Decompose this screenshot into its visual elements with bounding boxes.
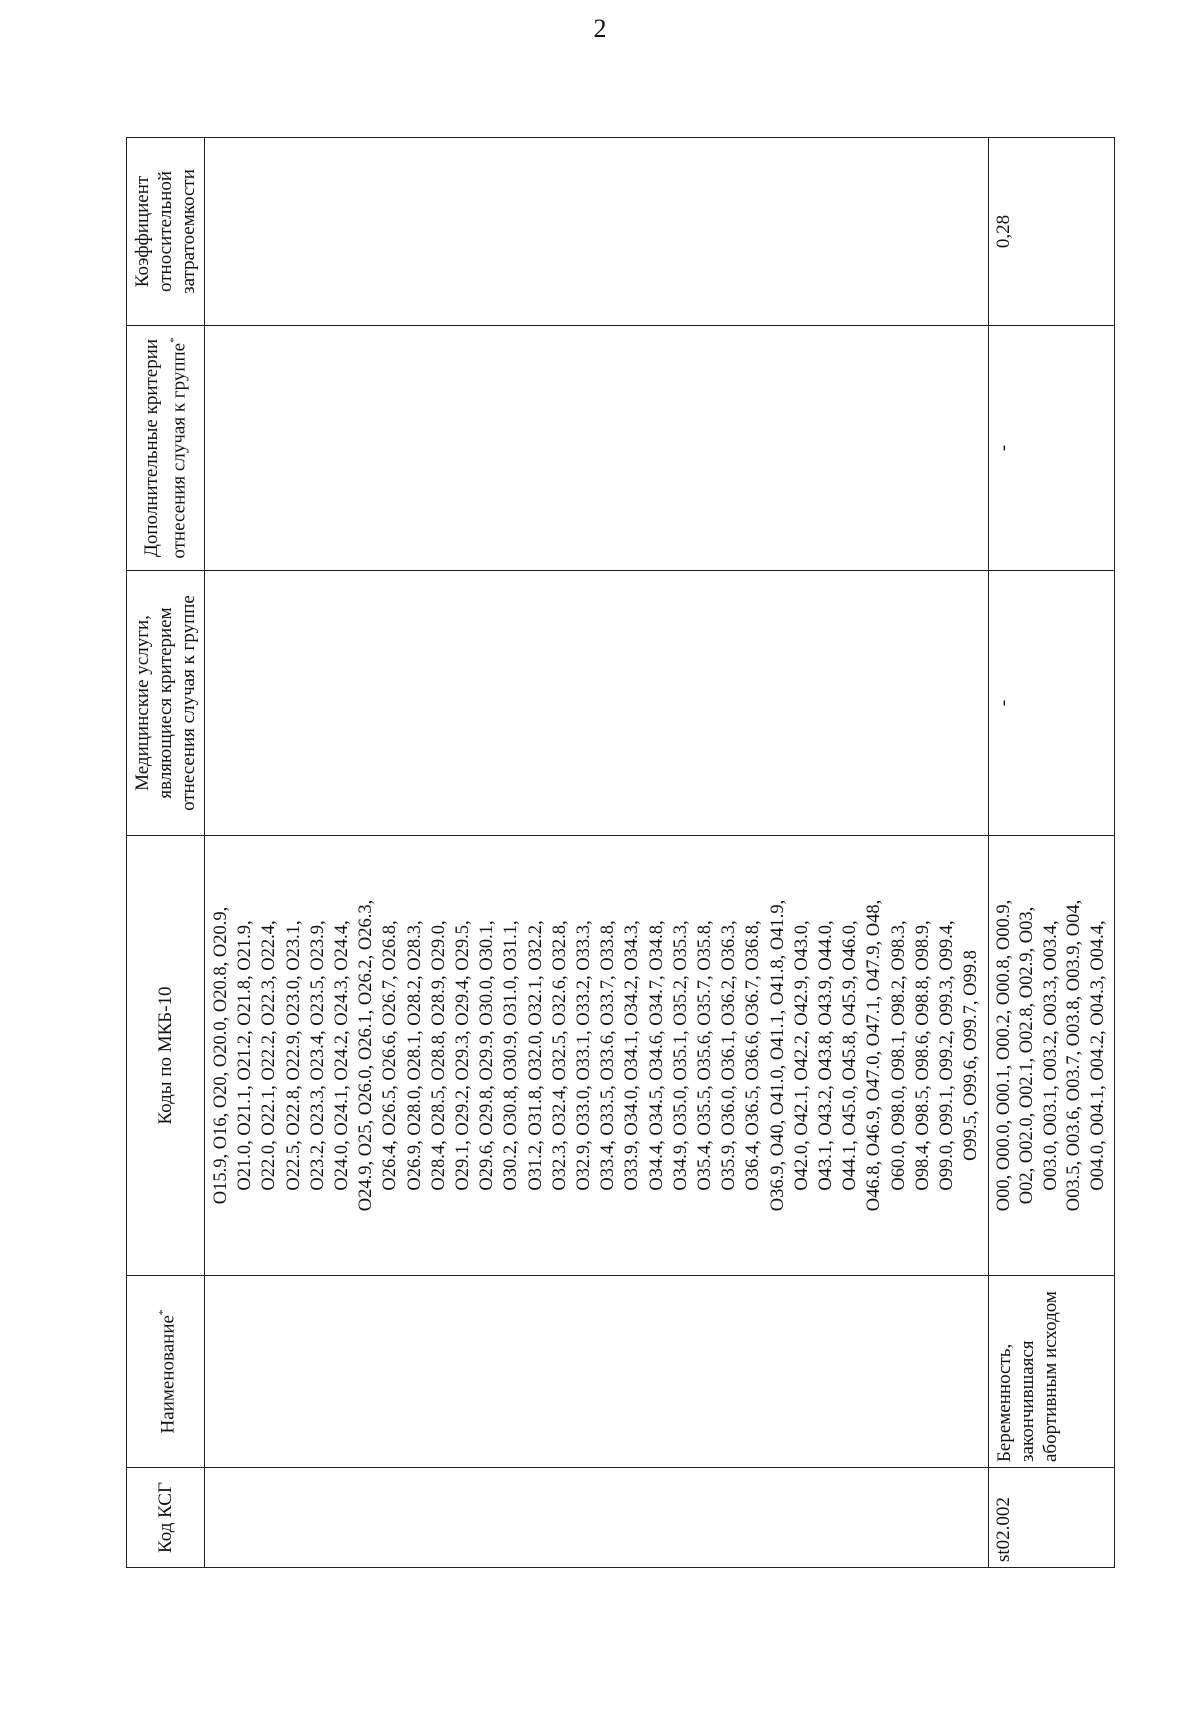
mkb-code-line: O35.9, O36.0, O36.1, O36.2, O36.3, — [719, 920, 740, 1191]
header-name — [127, 1276, 205, 1468]
mkb-code-line: O33.9, O34.0, O34.1, O34.2, O34.3, — [622, 920, 643, 1191]
mkb-codes-cell — [988, 836, 1115, 1276]
mkb-code-line: O22.0, O22.1, O22.2, O22.3, O22.4, — [259, 920, 280, 1191]
mkb-code-line: O34.4, O34.5, O34.6, O34.7, O34.8, — [646, 920, 667, 1191]
coefficient-cell: 0,28 — [988, 138, 1115, 326]
mkb-code-line: O32.9, O33.0, O33.1, O33.2, O33.3, — [574, 920, 595, 1191]
header-services: Медицинские услуги, являющиеся критерием отнесения случая к группе — [127, 571, 205, 836]
rotated-page-content — [126, 138, 1108, 1568]
mkb-code-line: O23.2, O23.3, O23.4, O23.5, O23.9, — [307, 920, 328, 1191]
mkb-code-line: O60.0, O98.0, O98.1, O98.2, O98.3, — [888, 920, 909, 1191]
mkb-code-line: O15.9, O16, O20, O20.0, O20.8, O20.9, — [211, 906, 231, 1205]
ksg-code-cell: st02.002 — [988, 1468, 1115, 1568]
mkb-code-line: O43.1, O43.2, O43.8, O43.9, O44.0, — [816, 920, 837, 1191]
mkb-code-line: O24.9, O25, O26.0, O26.1, O26.2, O26.3, — [356, 899, 377, 1212]
header-criteria — [127, 326, 205, 571]
header-name-footnote-mark: * — [156, 1309, 169, 1316]
mkb-code-line: O46.8, O46.9, O47.0, O47.1, O47.9, O48, — [864, 899, 885, 1212]
table-header-row — [127, 138, 205, 1568]
mkb-code-line: O32.3, O32.4, O32.5, O32.6, O32.8, — [549, 920, 570, 1191]
mkb-code-line: O26.9, O28.0, O28.1, O28.2, O28.3, — [404, 920, 425, 1191]
mkb-code-line: O98.4, O98.5, O98.6, O98.8, O98.9, — [912, 920, 933, 1191]
table-row — [205, 138, 989, 1568]
mkb-code-line: O02, O02.0, O02.1, O02.8, O02.9, O03, — [1017, 906, 1037, 1205]
ksg-table — [126, 137, 1115, 1568]
header-criteria-footnote-mark: * — [168, 337, 181, 343]
mkb-code-line: O00, O00.0, O00.1, O00.2, O00.8, O00.9, — [993, 899, 1014, 1212]
name-cell: Беременность, закончившаяся абортивным исходом — [988, 1276, 1115, 1468]
mkb-code-line: O35.4, O35.5, O35.6, O35.7, O35.8, — [695, 920, 716, 1191]
mkb-code-line: O04.0, O04.1, O04.2, O04.3, O04.4, — [1087, 920, 1108, 1191]
mkb-code-line: O99.0, O99.1, O99.2, O99.3, O99.4, — [937, 920, 958, 1191]
mkb-code-line: O33.4, O33.5, O33.6, O33.7, O33.8, — [598, 920, 619, 1191]
mkb-code-line: O44.1, O45.0, O45.8, O45.9, O46.0, — [840, 920, 861, 1191]
mkb-code-line: O42.0, O42.1, O42.2, O42.9, O43.0, — [791, 920, 812, 1191]
page-number: 2 — [593, 14, 607, 43]
header-criteria-label: Дополнительные критерии отнесения случая к группе — [141, 338, 190, 559]
mkb-code-line: O29.1, O29.2, O29.3, O29.4, O29.5, — [453, 920, 474, 1191]
mkb-code-line: O99.5, O99.6, O99.7, O99.8 — [961, 950, 982, 1161]
mkb-code-line: O29.6, O29.8, O29.9, O30.0, O30.1, — [477, 920, 498, 1191]
criteria-cell: - — [988, 326, 1115, 571]
mkb-code-line: O03.5, O03.6, O03.7, O03.8, O03.9, O04, — [1064, 899, 1084, 1212]
mkb-code-line: O26.4, O26.5, O26.6, O26.7, O26.8, — [380, 920, 401, 1191]
coefficient-cell — [205, 138, 989, 326]
mkb-code-line: O22.5, O22.8, O22.9, O23.0, O23.1, — [283, 920, 304, 1191]
criteria-cell — [205, 326, 989, 571]
mkb-codes-cell — [205, 836, 989, 1276]
mkb-code-line: O31.2, O31.8, O32.0, O32.1, O32.2, — [525, 920, 546, 1191]
table-row — [988, 138, 1115, 1568]
services-cell — [205, 571, 989, 836]
mkb-code-line: O36.9, O40, O41.0, O41.1, O41.8, O41.9, — [767, 899, 788, 1212]
services-cell: - — [988, 571, 1115, 836]
header-name-label: Наименование — [157, 1315, 179, 1434]
mkb-code-line: O24.0, O24.1, O24.2, O24.3, O24.4, — [332, 920, 353, 1191]
name-cell — [205, 1276, 989, 1468]
header-coefficient: Коэффициент относительной затратоемкости — [127, 138, 205, 326]
mkb-code-line: O21.0, O21.1, O21.2, O21.8, O21.9, — [235, 920, 256, 1191]
mkb-code-line: O28.4, O28.5, O28.8, O28.9, O29.0, — [428, 920, 449, 1191]
mkb-code-line: O03.0, O03.1, O03.2, O03.3, O03.4, — [1040, 920, 1061, 1191]
mkb-code-line: O30.2, O30.8, O30.9, O31.0, O31.1, — [501, 920, 522, 1191]
header-ksg-code: Код КСГ — [127, 1468, 205, 1568]
header-mkb-codes: Коды по МКБ-10 — [127, 836, 205, 1276]
mkb-code-line: O34.9, O35.0, O35.1, O35.2, O35.3, — [670, 920, 691, 1191]
ksg-code-cell — [205, 1468, 989, 1568]
mkb-code-line: O36.4, O36.5, O36.6, O36.7, O36.8, — [743, 920, 764, 1191]
